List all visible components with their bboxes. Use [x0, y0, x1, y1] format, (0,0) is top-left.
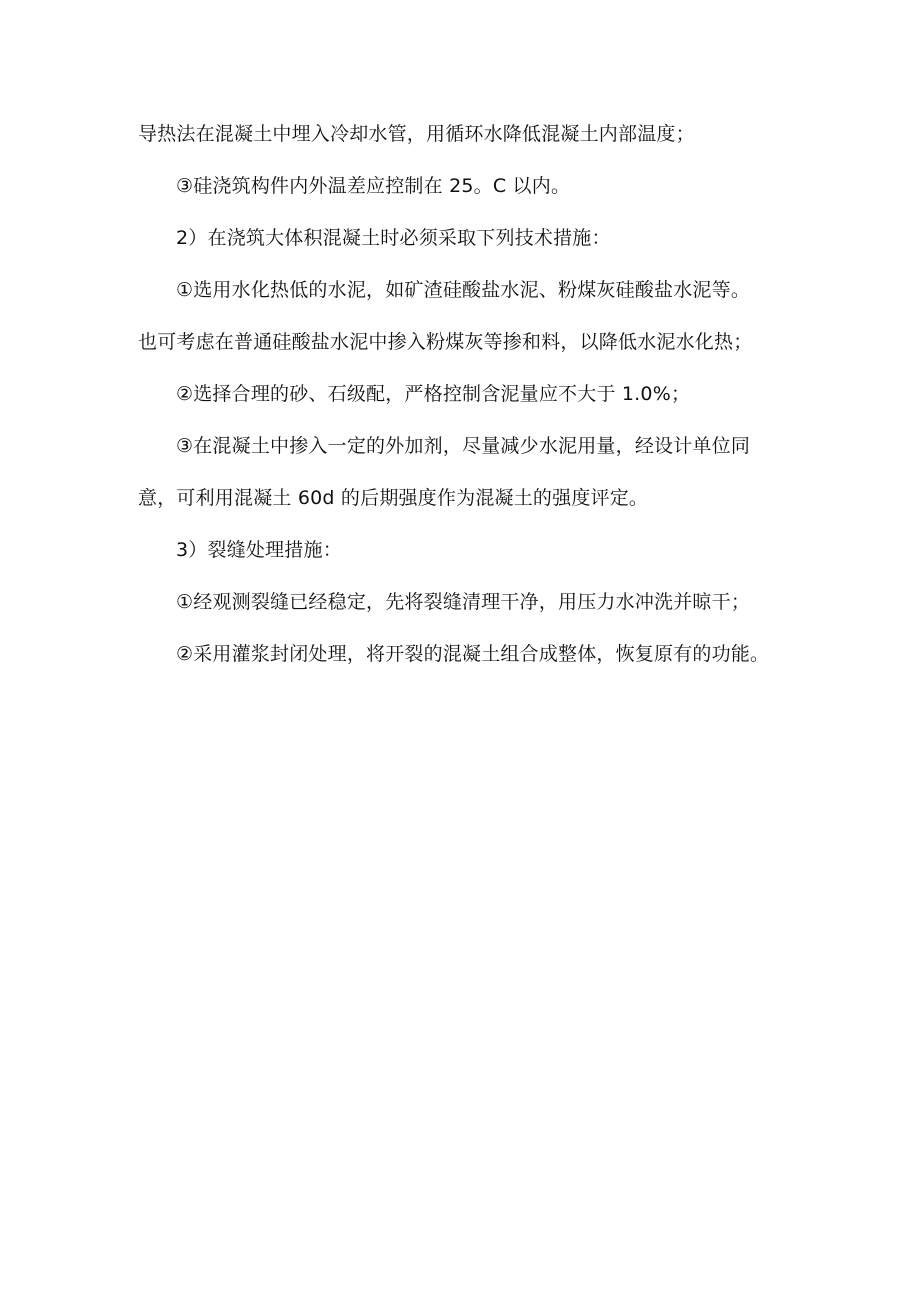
paragraph-line-admixture: ③在混凝土中掺入一定的外加剂，尽量减少水泥用量，经设计单位同: [176, 435, 751, 457]
paragraph-line-cooling-pipe: 导热法在混凝土中埋入冷却水管，用循环水降低混凝土内部温度；: [138, 123, 695, 145]
paragraph-line-crack-cleaning: ①经观测裂缝已经稳定，先将裂缝清理干净，用压力水冲洗并晾干；: [176, 591, 751, 613]
paragraph-line-strength-evaluation: 意，可利用混凝土 60d 的后期强度作为混凝土的强度评定。: [138, 487, 649, 509]
paragraph-line-aggregate-grading: ②选择合理的砂、石级配，严格控制含泥量应不大于 1.0%；: [176, 383, 691, 405]
paragraph-line-temperature-limit: ③硅浇筑构件内外温差应控制在 25。C 以内。: [176, 175, 571, 197]
section-heading-technical-measures: 2）在浇筑大体积混凝土时必须采取下列技术措施：: [176, 227, 611, 249]
section-heading-crack-treatment: 3）裂缝处理措施：: [176, 539, 342, 561]
paragraph-line-fly-ash: 也可考虑在普通硅酸盐水泥中掺入粉煤灰等掺和料，以降低水泥水化热；: [138, 331, 753, 353]
document-body: [138, 116, 798, 672]
paragraph-line-grouting: ②采用灌浆封闭处理，将开裂的混凝土组合成整体，恢复原有的功能。: [176, 643, 770, 665]
paragraph-line-cement-selection: ①选用水化热低的水泥，如矿渣硅酸盐水泥、粉煤灰硅酸盐水泥等。: [176, 279, 751, 301]
